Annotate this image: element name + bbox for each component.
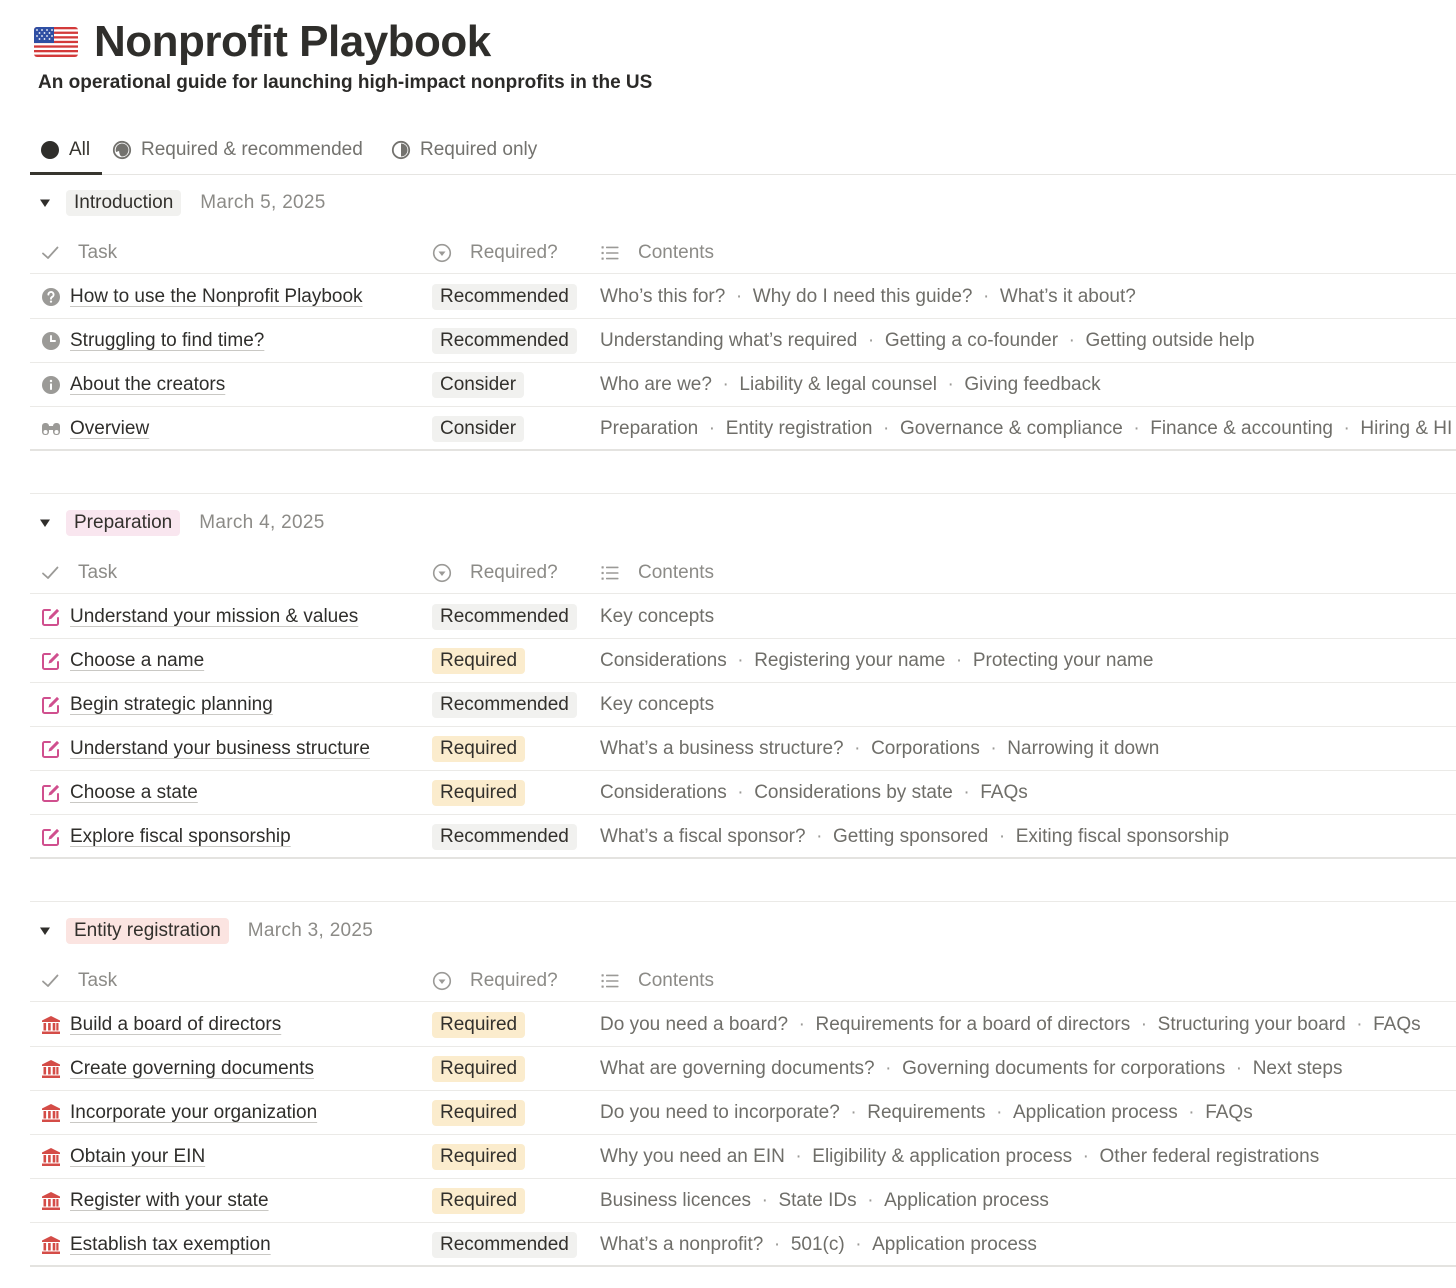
contents-item[interactable]: Liability & legal counsel [739, 374, 937, 395]
task-link[interactable]: Obtain your EIN [70, 1146, 206, 1167]
separator-dot: · [936, 374, 965, 395]
task-link[interactable]: Build a board of directors [70, 1014, 282, 1035]
separator-dot: · [726, 782, 755, 803]
contents-cell [600, 639, 1456, 683]
collapse-toggle-icon[interactable] [30, 925, 60, 937]
group-header [30, 916, 373, 946]
group-header [30, 188, 326, 218]
separator-dot: · [1332, 418, 1361, 439]
required-tag: Consider [432, 372, 524, 398]
separator-dot: · [805, 826, 834, 847]
list-icon [600, 971, 629, 991]
separator-dot: · [952, 782, 981, 803]
separator-dot: · [839, 1102, 868, 1123]
required-tag: Required [432, 780, 525, 806]
contents-item[interactable]: Structuring your board [1157, 1014, 1346, 1035]
table-row[interactable] [30, 1179, 1456, 1223]
group-tag[interactable]: Preparation [66, 510, 180, 536]
clock-icon [40, 330, 62, 352]
tab-label: Required & recommended [141, 139, 363, 160]
list-icon [600, 563, 629, 583]
task-link[interactable]: Understand your mission & values [70, 606, 359, 627]
table-row[interactable] [30, 639, 1456, 683]
task-cell [40, 815, 291, 859]
separator-dot: · [979, 738, 1008, 759]
list-icon [600, 243, 629, 263]
column-header-contents[interactable] [600, 552, 714, 594]
table-row[interactable] [30, 1135, 1456, 1179]
separator-dot: · [751, 1190, 779, 1211]
column-label: Task [78, 242, 118, 263]
table-row[interactable] [30, 1047, 1456, 1091]
group-header [30, 508, 325, 538]
required-tag: Required [432, 1012, 525, 1038]
separator-dot: · [857, 330, 885, 351]
separator-dot: · [726, 650, 755, 671]
filled-circle-icon [40, 140, 60, 160]
required-tag: Required [432, 1100, 525, 1126]
contents-item[interactable]: Giving feedback [964, 374, 1101, 395]
question-circle-icon [40, 286, 62, 308]
bank-icon [40, 1102, 62, 1124]
contents-cell [600, 815, 1456, 859]
task-link[interactable]: How to use the Nonprofit Playbook [70, 286, 363, 307]
bank-icon [40, 1014, 62, 1036]
required-tag: Recommended [432, 284, 577, 310]
table-row[interactable] [30, 771, 1456, 815]
required-tag: Recommended [432, 824, 577, 850]
task-cell [40, 1179, 269, 1223]
separator-dot: · [1122, 418, 1151, 439]
contents-cell [600, 1047, 1456, 1091]
separator-dot: · [874, 1058, 903, 1079]
table-row[interactable] [30, 683, 1456, 727]
column-label: Task [78, 562, 118, 583]
table-row[interactable] [30, 815, 1456, 859]
contents-item[interactable]: Registering your name [754, 650, 946, 671]
task-cell [40, 1223, 271, 1267]
tab-required-only[interactable] [391, 126, 537, 174]
edit-icon [40, 782, 62, 804]
column-header-required[interactable] [432, 232, 558, 274]
contents-item[interactable]: Getting a co-founder [884, 330, 1059, 351]
tab-all[interactable] [40, 126, 90, 174]
separator-dot: · [763, 1234, 791, 1255]
task-cell [40, 639, 204, 683]
separator-dot: · [784, 1146, 813, 1167]
table-row[interactable] [30, 1091, 1456, 1135]
task-cell [40, 1135, 205, 1179]
table-row[interactable] [30, 275, 1456, 319]
select-icon [432, 563, 461, 583]
task-cell [40, 1003, 281, 1047]
task-cell [40, 771, 198, 815]
group-divider [30, 493, 1456, 494]
contents-item[interactable]: Considerations by state [754, 782, 953, 803]
task-link[interactable]: Create governing documents [70, 1058, 314, 1079]
table-row[interactable] [30, 595, 1456, 639]
required-tag: Consider [432, 416, 524, 442]
contents-cell [600, 275, 1456, 319]
group-divider [30, 901, 1456, 902]
contents-item[interactable]: Next steps [1252, 1058, 1343, 1079]
contents-item[interactable]: Application process [884, 1190, 1049, 1211]
contents-cell [600, 1091, 1456, 1135]
separator-dot: · [945, 650, 973, 671]
contents-item[interactable]: Finance & accounting [1150, 418, 1333, 439]
select-icon [432, 243, 461, 263]
page-subtitle: An operational guide for launching high-impact nonprofits in the US [38, 72, 653, 93]
bank-icon [40, 1190, 62, 1212]
task-link[interactable]: Understand your business structure [70, 738, 370, 759]
task-link[interactable]: Begin strategic planning [70, 694, 273, 715]
select-icon [432, 971, 461, 991]
tab-label: All [69, 139, 91, 160]
task-cell [40, 683, 273, 727]
table-row[interactable] [30, 1003, 1456, 1047]
half-circle-icon [112, 140, 132, 160]
column-label: Required? [470, 562, 558, 583]
edit-icon [40, 694, 62, 716]
contents-item[interactable]: FAQs [980, 782, 1028, 803]
separator-dot: · [844, 1234, 873, 1255]
required-tag: Recommended [432, 604, 577, 630]
contents-cell [600, 319, 1456, 363]
group-date: March 3, 2025 [247, 920, 374, 941]
task-link[interactable]: Incorporate your organization [70, 1102, 318, 1123]
page-header [34, 14, 491, 70]
separator-dot: · [972, 286, 1000, 307]
contents-item[interactable]: Application process [1012, 1102, 1178, 1123]
separator-dot: · [856, 1190, 885, 1211]
contents-item[interactable]: Business licences [600, 1190, 752, 1211]
tab-label: Required only [420, 139, 538, 160]
contents-item[interactable]: Why you need an EIN [600, 1146, 785, 1167]
column-label: Required? [470, 970, 558, 991]
column-header-contents[interactable] [600, 232, 714, 274]
separator-dot: · [988, 826, 1016, 847]
column-header-row [30, 232, 1456, 274]
contents-item[interactable]: Eligibility & application process [812, 1146, 1073, 1167]
column-header-task[interactable] [40, 960, 117, 1002]
separator-dot: · [1225, 1058, 1253, 1079]
checkmark-icon [40, 971, 69, 991]
column-header-required[interactable] [432, 552, 558, 594]
contents-item[interactable]: FAQs [1373, 1014, 1421, 1035]
table-row[interactable] [30, 1223, 1456, 1267]
contents-item[interactable]: Entity registration [725, 418, 873, 439]
column-header-task[interactable] [40, 232, 117, 274]
contents-cell [600, 771, 1456, 815]
tab-required-and-recommended[interactable] [112, 126, 363, 174]
required-tag: Required [432, 736, 525, 762]
required-tag: Required [432, 1144, 525, 1170]
binoculars-icon [40, 418, 62, 440]
active-tab-indicator [30, 172, 102, 175]
column-header-task[interactable] [40, 552, 117, 594]
contents-item[interactable]: Corporations [871, 738, 980, 759]
contents-item[interactable]: Application process [872, 1234, 1037, 1255]
contents-cell [600, 1135, 1456, 1179]
task-link[interactable]: Register with your state [70, 1190, 269, 1211]
task-cell [40, 275, 363, 319]
table-row[interactable] [30, 727, 1456, 771]
separator-dot: · [985, 1102, 1013, 1123]
contents-item[interactable]: Do you need a board? [600, 1014, 789, 1035]
group-tag[interactable]: Entity registration [66, 918, 229, 944]
view-tabs [30, 126, 1456, 175]
contents-item[interactable]: Governance & compliance [899, 418, 1123, 439]
contents-cell [600, 1003, 1456, 1047]
task-cell [40, 1047, 314, 1091]
required-tag: Recommended [432, 692, 577, 718]
contents-item[interactable]: What’s a nonprofit? [600, 1234, 764, 1255]
bank-icon [40, 1058, 62, 1080]
task-link[interactable]: Choose a name [70, 650, 205, 671]
collapse-toggle-icon[interactable] [30, 197, 60, 209]
task-cell [40, 727, 370, 771]
column-header-row [30, 552, 1456, 594]
contents-item[interactable]: What’s a business structure? [600, 738, 844, 759]
task-cell [40, 407, 149, 451]
contents-item[interactable]: What are governing documents? [600, 1058, 875, 1079]
contents-item[interactable]: Preparation [600, 418, 699, 439]
separator-dot: · [725, 286, 753, 307]
column-header-required[interactable] [432, 960, 558, 1002]
contents-item[interactable]: Who are we? [600, 374, 712, 395]
contents-cell [600, 595, 1456, 639]
checkmark-icon [40, 563, 69, 583]
contents-item[interactable]: Considerations [600, 650, 727, 671]
contents-item[interactable]: State IDs [778, 1190, 857, 1211]
separator-dot: · [1058, 330, 1086, 351]
page-title: Nonprofit Playbook [94, 17, 491, 66]
contents-cell [600, 363, 1456, 407]
contents-item[interactable]: Governing documents for corporations [902, 1058, 1226, 1079]
required-tag: Recommended [432, 1232, 577, 1258]
group-date: March 4, 2025 [199, 512, 325, 533]
contents-cell [600, 1179, 1456, 1223]
contents-cell [600, 727, 1456, 771]
task-link[interactable]: Choose a state [70, 782, 198, 803]
contents-item[interactable]: Do you need to incorporate? [600, 1102, 840, 1123]
contents-item[interactable]: Why do I need this guide? [752, 286, 973, 307]
column-label: Contents [638, 562, 715, 583]
task-cell [40, 319, 264, 363]
contents-item[interactable]: What’s it about? [999, 286, 1136, 307]
info-circle-icon [40, 374, 62, 396]
task-link[interactable]: Establish tax exemption [70, 1234, 271, 1255]
table-row[interactable] [30, 407, 1456, 451]
contents-item[interactable]: Key concepts [600, 694, 715, 715]
column-label: Required? [470, 242, 558, 263]
edit-icon [40, 738, 62, 760]
edit-icon [40, 650, 62, 672]
task-cell [40, 363, 225, 407]
separator-dot: · [711, 374, 740, 395]
contents-item[interactable]: 501(c) [790, 1234, 845, 1255]
task-cell [40, 1091, 317, 1135]
collapse-toggle-icon[interactable] [30, 517, 60, 529]
bank-icon [40, 1146, 62, 1168]
required-tag: Required [432, 1056, 525, 1082]
group-date: March 5, 2025 [200, 192, 326, 213]
task-link[interactable]: Struggling to find time? [70, 330, 265, 351]
bank-icon [40, 1234, 62, 1256]
contents-item[interactable]: Hiring & HI [1360, 418, 1453, 439]
group-tag[interactable]: Introduction [66, 190, 181, 216]
table-row[interactable] [30, 319, 1456, 363]
task-link[interactable]: Overview [70, 418, 150, 439]
contents-item[interactable]: Considerations [600, 782, 727, 803]
contents-item[interactable]: Exiting fiscal sponsorship [1015, 826, 1230, 847]
table-row[interactable] [30, 363, 1456, 407]
contents-item[interactable]: Getting sponsored [833, 826, 989, 847]
contents-cell [600, 1223, 1456, 1267]
contents-item[interactable]: Protecting your name [972, 650, 1154, 671]
task-link[interactable]: Explore fiscal sponsorship [70, 826, 291, 847]
separator-dot: · [843, 738, 872, 759]
edit-icon [40, 826, 62, 848]
contents-item[interactable]: Narrowing it down [1007, 738, 1160, 759]
required-tag: Recommended [432, 328, 577, 354]
us-flag-icon [34, 27, 78, 57]
required-tag: Required [432, 648, 525, 674]
separator-dot: · [698, 418, 726, 439]
separator-dot: · [1177, 1102, 1206, 1123]
contents-item[interactable]: FAQs [1205, 1102, 1253, 1123]
contents-item[interactable]: Who’s this for? [600, 286, 726, 307]
column-label: Contents [638, 242, 715, 263]
required-tag: Required [432, 1188, 525, 1214]
contents-item[interactable]: Key concepts [600, 606, 715, 627]
separator-dot: · [1345, 1014, 1374, 1035]
separator-dot: · [1130, 1014, 1158, 1035]
edit-icon [40, 606, 62, 628]
contents-item[interactable]: Understanding what’s required [600, 330, 858, 351]
contents-item[interactable]: Getting outside help [1085, 330, 1255, 351]
quarter-circle-icon [391, 140, 411, 160]
separator-dot: · [1072, 1146, 1100, 1167]
column-label: Contents [638, 970, 715, 991]
column-header-row [30, 960, 1456, 1002]
contents-item[interactable]: Other federal registrations [1099, 1146, 1320, 1167]
contents-item[interactable]: What’s a fiscal sponsor? [600, 826, 806, 847]
contents-cell [600, 407, 1456, 451]
task-link[interactable]: About the creators [70, 374, 226, 395]
task-cell [40, 595, 358, 639]
checkmark-icon [40, 243, 69, 263]
column-header-contents[interactable] [600, 960, 714, 1002]
column-label: Task [78, 970, 118, 991]
contents-cell [600, 683, 1456, 727]
contents-item[interactable]: Requirements for a board of directors [815, 1014, 1131, 1035]
separator-dot: · [788, 1014, 816, 1035]
contents-item[interactable]: Requirements [867, 1102, 986, 1123]
separator-dot: · [872, 418, 900, 439]
